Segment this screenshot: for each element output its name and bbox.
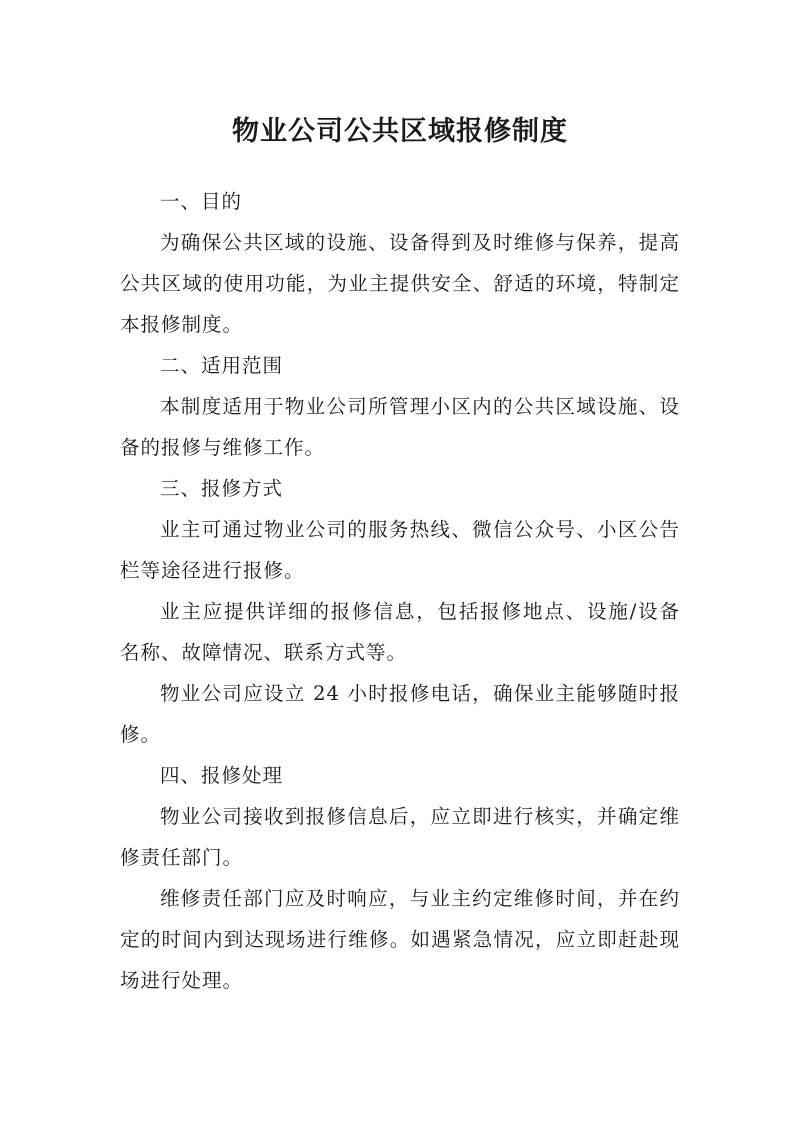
section-heading-purpose: 一、目的 [160, 190, 243, 213]
paragraph-scope: 本制度适用于物业公司所管理小区内的公共区域设施、设备的报修与维修工作。 [120, 395, 680, 459]
paragraph-report-channels: 业主可通过物业公司的服务热线、微信公众号、小区公告栏等途径进行报修。 [120, 518, 680, 582]
document-body [120, 181, 680, 1001]
paragraph-purpose: 为确保公共区域的设施、设备得到及时维修与保养，提高公共区域的使用功能，为业主提供安全、舒适的环境，特制定本报修制度。 [120, 231, 680, 336]
paragraph-report-details: 业主应提供详细的报修信息，包括报修地点、设施/设备名称、故障情况、联系方式等。 [120, 600, 680, 664]
paragraph-handling-verification: 物业公司接收到报修信息后，应立即进行核实，并确定维修责任部门。 [120, 805, 680, 869]
section-heading-scope: 二、适用范围 [160, 354, 284, 377]
paragraph-report-hotline: 物业公司应设立 24 小时报修电话，确保业主能够随时报修。 [120, 682, 680, 746]
document-title: 物业公司公共区域报修制度 [232, 116, 568, 148]
section-heading-report-handling: 四、报修处理 [160, 764, 284, 787]
section-heading-report-methods: 三、报修方式 [160, 477, 284, 500]
paragraph-handling-response: 维修责任部门应及时响应，与业主约定维修时间，并在约定的时间内到达现场进行维修。如遇紧急情况，应立即赶赴现场进行处理。 [120, 887, 680, 992]
